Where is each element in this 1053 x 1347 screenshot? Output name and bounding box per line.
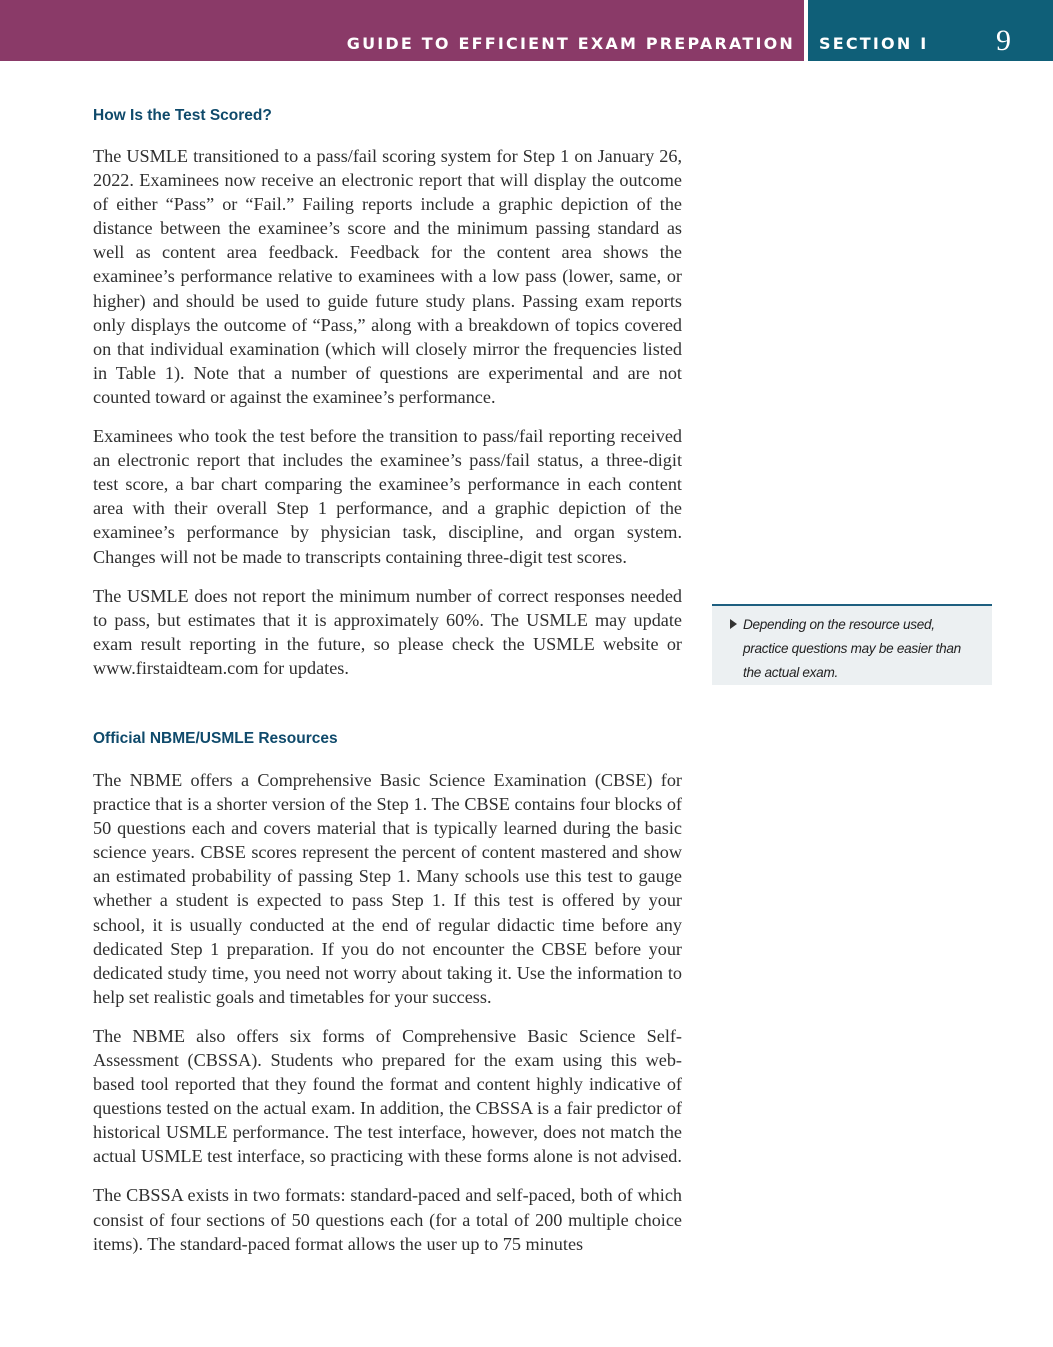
paragraph: The USMLE does not report the minimum number of correct responses needed to pass, but estimates that it is approximately 60%. The USMLE may update exam result reporting in the future, so please check the USMLE website or www.firstaidteam.com for updates. (93, 585, 682, 678)
margin-note-text: Depending on the resource used, practice questions may be easier than the actual exam. (743, 617, 961, 680)
paragraph: The NBME offers a Comprehensive Basic Science Examination (CBSE) for practice that is a shorter version of the Step 1. The CBSE contains four blocks of 50 questions each and covers material that is typically learned during the basic science years. CBSE scores represent the percent of content mastered and show an estimated probability of passing Step 1. Many schools use this test to gauge whether a student is expected to pass Step 1. If this test is offered by your school, it is usually conducted at the end of regular didactic time before any dedicated Step 1 preparation. If you do not encounter the CBSE before your dedicated study time, you need not worry about taking it. Use the information to help set realistic goals and timetables for your success. (93, 769, 682, 1007)
paragraph: Examinees who took the test before the transition to pass/fail reporting received an electronic report that includes the examinee’s pass/fail status, a three-digit test score, a bar chart comparing the examinee’s performance in each content area with their overall Step 1 performance, and a graphic depiction of the examinee’s performance by physician task, discipline, and organ system. Changes will not be made to transcripts containing three-digit test scores. (93, 426, 682, 567)
section-heading-scoring: How Is the Test Scored? (93, 107, 272, 124)
paragraph: The NBME also offers six forms of Comprehensive Basic Science Self-Assessment (CBSSA). Students who prepared for the exam using this web-based tool reported that they found the format and content highly indicative of questions tested on the actual exam. In addition, the CBSSA is a fair predictor of historical USMLE performance. The test interface, however, does not match the actual USMLE test interface, so practicing with these forms alone is not advised. (93, 1025, 682, 1167)
page-number: 9 (996, 24, 1011, 57)
section-heading-resources: Official NBME/USMLE Resources (93, 729, 338, 747)
triangle-bullet-icon (730, 619, 737, 629)
margin-note (712, 604, 992, 685)
paragraph: The USMLE transitioned to a pass/fail scoring system for Step 1 on January 26, 2022. Examinees now receive an electronic report that will display the outcome of either “Pass” or “Fail.” Failing reports include a graphic depiction of the distance between the examinee’s score and the minimum passing standard as well as content area feedback. Feedback for the content area shows the examinee’s performance relative to examinees with a low pass (lower, same, or higher) and should be used to guide future study plans. Passing exam reports only displays the outcome of “Pass,” along with a breakdown of topics covered on that individual examination (which will closely mirror the frequencies listed in Table 1). Note that a number of questions are experimental and are not counted toward or against the examinee’s performance. (93, 146, 682, 407)
paragraph: The CBSSA exists in two formats: standard-paced and self-paced, both of which consist of four sections of 50 questions each (for a total of 200 multiple choice items). The standard-paced format allows the user up to 75 minutes (93, 1185, 682, 1254)
main-text-column (93, 105, 682, 1256)
section-label: SECTION I (819, 34, 929, 53)
running-title: GUIDE TO EFFICIENT EXAM PREPARATION (346, 34, 795, 53)
